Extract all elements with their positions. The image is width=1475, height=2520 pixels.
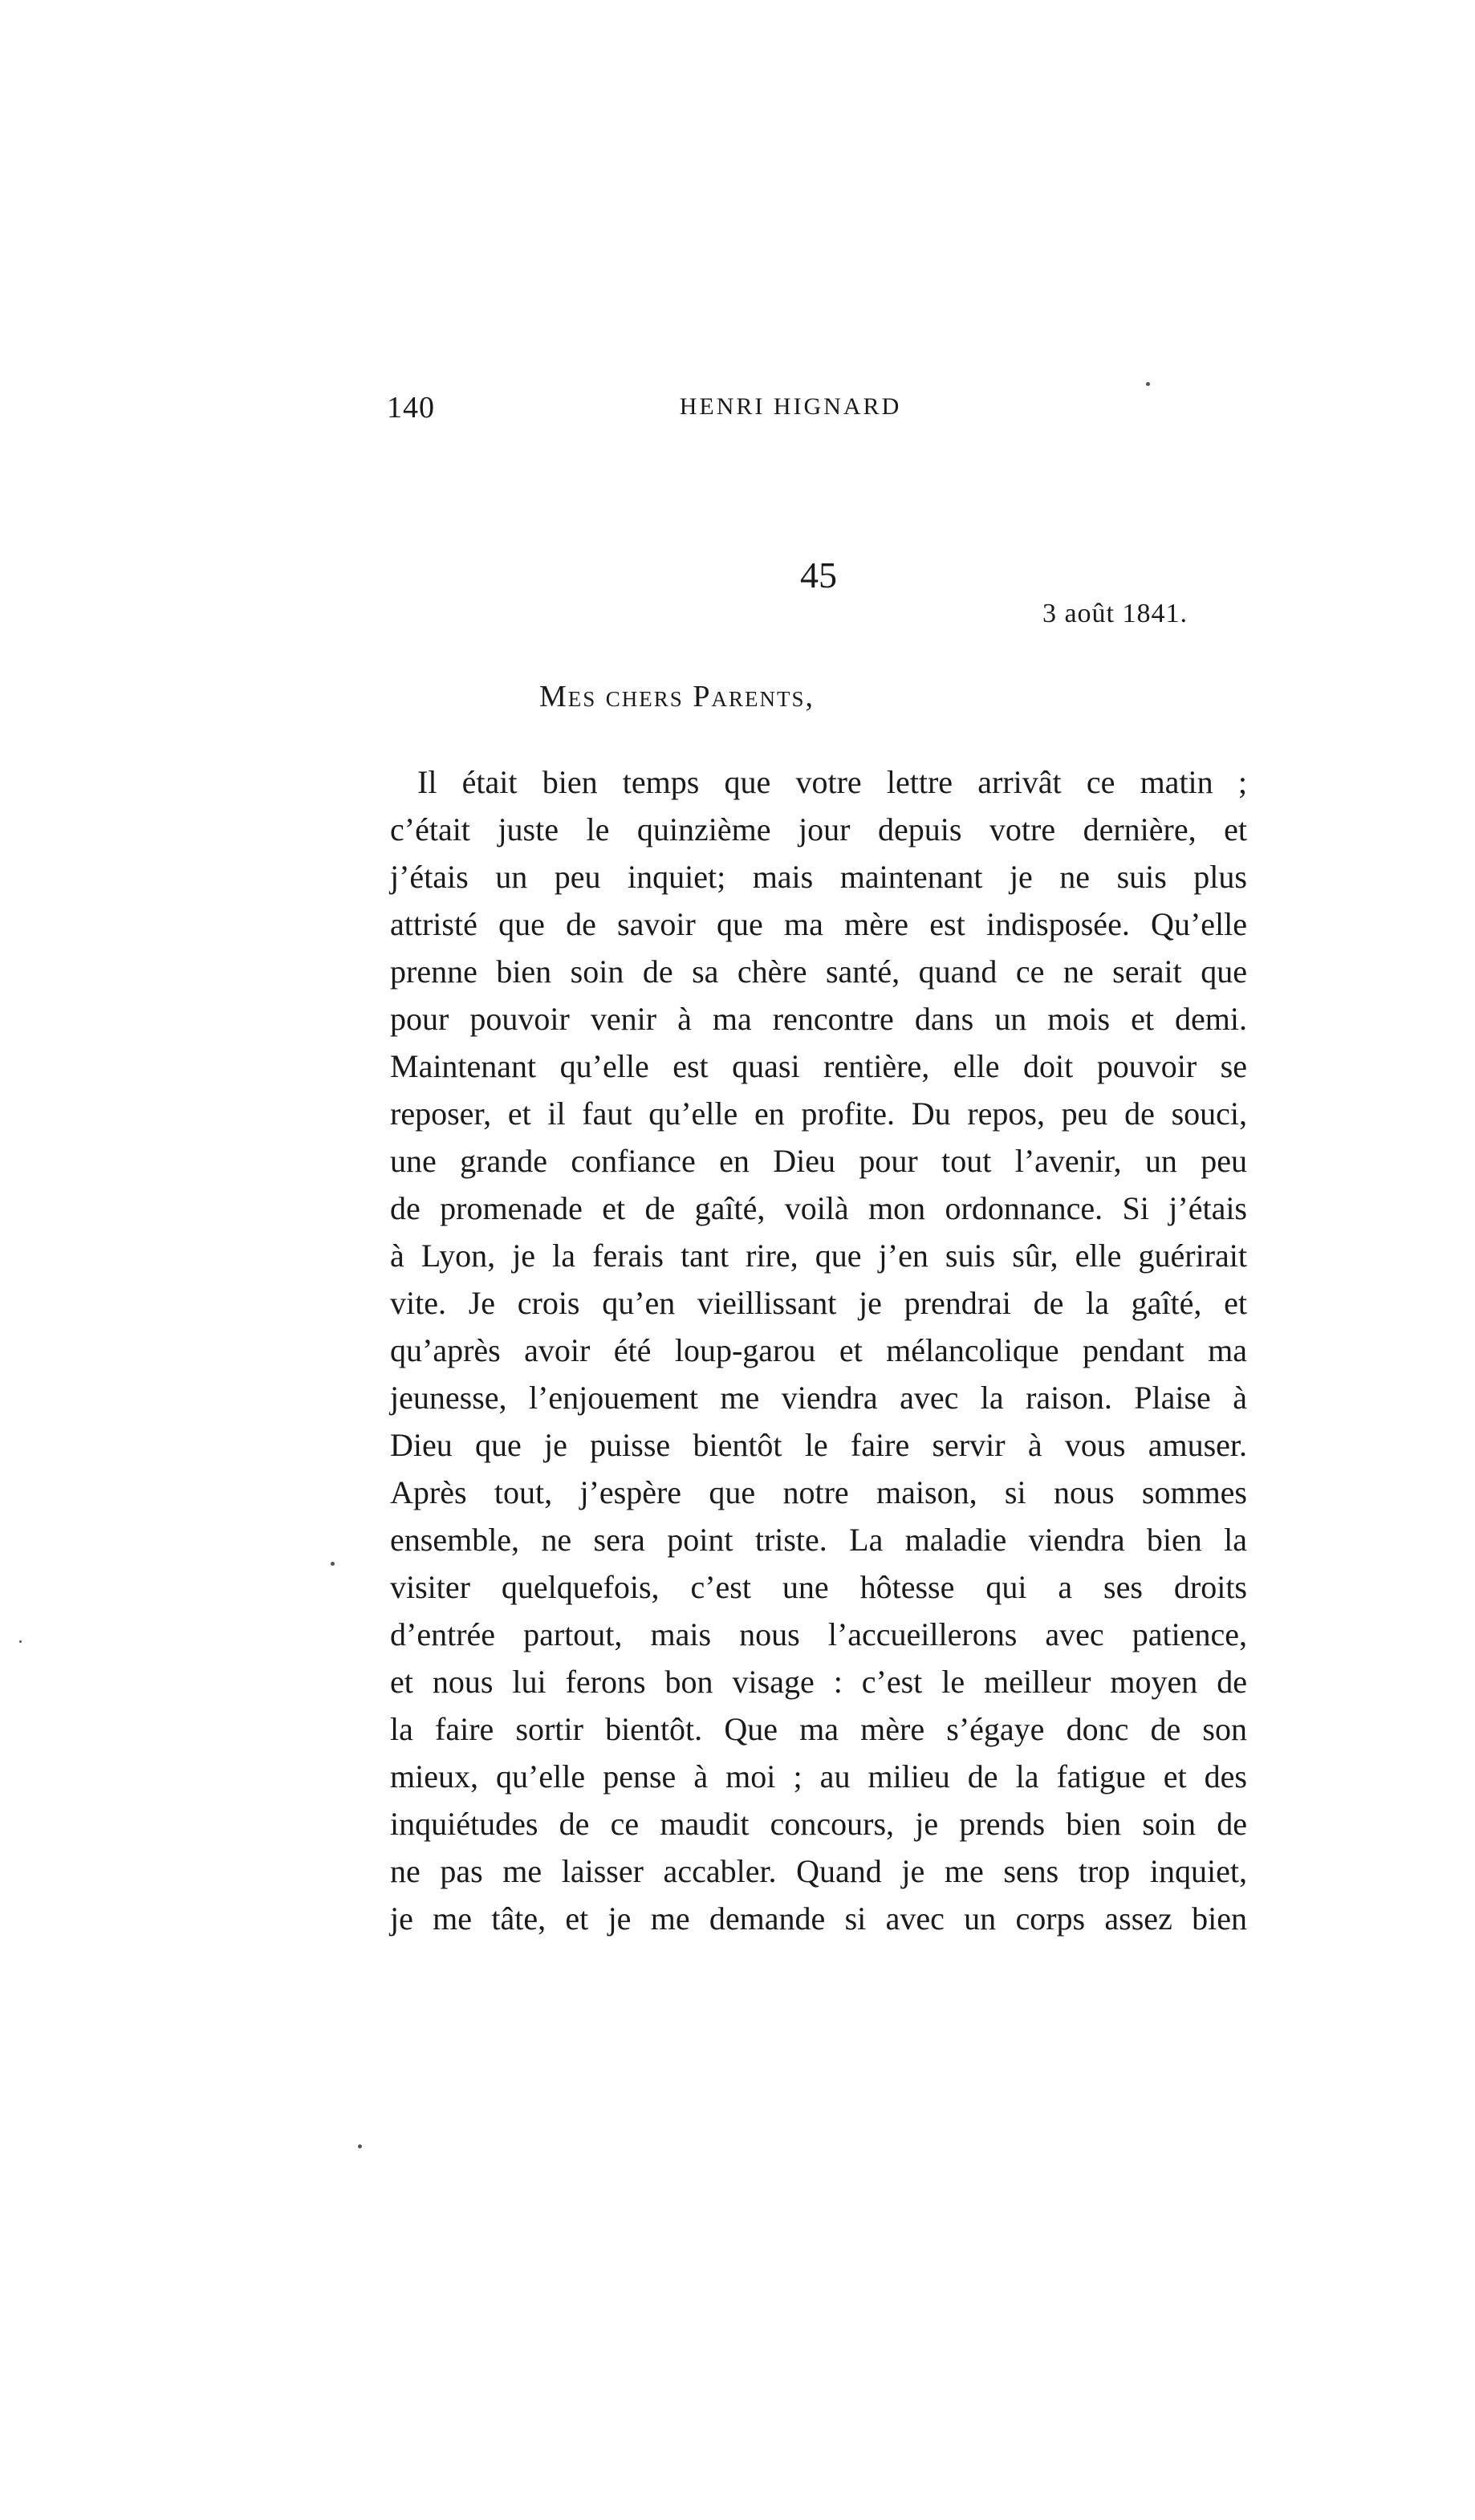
body-line: ne pas me laisser accabler. Quand je me sens trop inquiet, (390, 1853, 1247, 1889)
running-title: HENRI HIGNARD (679, 393, 902, 420)
body-line: une grande confiance en Dieu pour tout l’avenir, un peu (390, 1143, 1247, 1179)
body-line: mieux, qu’elle pense à moi ; au milieu de la fatigue et des (390, 1758, 1247, 1794)
body-line: ensemble, ne sera point triste. La maladie viendra bien la (390, 1522, 1247, 1558)
body-line: qu’après avoir été loup-garou et mélancolique pendant ma (390, 1332, 1247, 1368)
body-line: attristé que de savoir que ma mère est indisposée. Qu’elle (390, 906, 1247, 942)
letter-number: 45 (800, 555, 837, 595)
body-line: vite. Je crois qu’en vieillissant je prendrai de la gaîté, et (390, 1285, 1247, 1321)
body-line: Après tout, j’espère que notre maison, si nous sommes (390, 1474, 1247, 1510)
body-line: c’était juste le quinzième jour depuis votre dernière, et (390, 811, 1247, 847)
body-line: inquiétudes de ce maudit concours, je prends bien soin de (390, 1806, 1247, 1842)
body-line: j’étais un peu inquiet; mais maintenant je ne suis plus (390, 859, 1247, 895)
scan-speck (331, 1562, 335, 1566)
body-line: jeunesse, l’enjouement me viendra avec la raison. Plaise à (390, 1380, 1247, 1416)
body-line: Il était bien temps que votre lettre arrivât ce matin ; (417, 764, 1247, 800)
body-line: visiter quelquefois, c’est une hôtesse qui a ses droits (390, 1569, 1247, 1605)
body-line: d’entrée partout, mais nous l’accueillerons avec patience, (390, 1616, 1247, 1652)
body-line: reposer, et il faut qu’elle en profite. Du repos, peu de souci, (390, 1095, 1247, 1132)
body-line: et nous lui ferons bon visage : c’est le meilleur moyen de (390, 1664, 1247, 1700)
body-line: à Lyon, je la ferais tant rire, que j’en suis sûr, elle guérirait (390, 1238, 1247, 1274)
body-line: de promenade et de gaîté, voilà mon ordonnance. Si j’étais (390, 1190, 1247, 1226)
body-line: je me tâte, et je me demande si avec un corps assez bien (390, 1900, 1247, 1937)
scan-speck (1146, 382, 1150, 386)
letter-date: 3 août 1841. (1042, 599, 1188, 628)
scan-speck (358, 2144, 362, 2148)
letter-body (390, 758, 1247, 1942)
body-line: Maintenant qu’elle est quasi rentière, elle doit pouvoir se (390, 1048, 1247, 1084)
body-line: Dieu que je puisse bientôt le faire servir à vous amuser. (390, 1427, 1247, 1463)
running-head (387, 390, 1194, 429)
salutation: Mes chers Parents, (539, 680, 815, 713)
body-line: prenne bien soin de sa chère santé, quand ce ne serait que (390, 953, 1247, 990)
page-number: 140 (387, 391, 435, 425)
body-line: la faire sortir bientôt. Que ma mère s’égaye donc de son (390, 1711, 1247, 1747)
scan-speck (19, 1640, 22, 1643)
body-line: pour pouvoir venir à ma rencontre dans un mois et demi. (390, 1001, 1247, 1037)
